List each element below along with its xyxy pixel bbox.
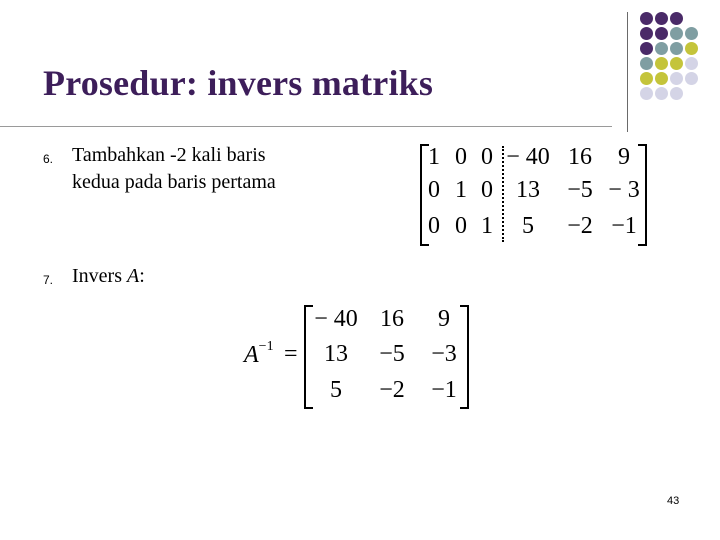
augmented-matrix-cell: 13 <box>516 177 540 203</box>
decorative-dot <box>640 12 653 25</box>
decorative-dot <box>685 57 698 70</box>
decorative-dot <box>655 27 668 40</box>
step-text-line-1: Tambahkan -2 kali baris <box>72 144 266 166</box>
augmented-matrix-cell: −2 <box>567 213 593 239</box>
decorative-dot <box>670 42 683 55</box>
augmented-matrix-cell: − 40 <box>506 144 550 170</box>
augmented-matrix-cell: 0 <box>481 144 493 170</box>
decorative-dot <box>640 27 653 40</box>
decorative-dot <box>685 27 698 40</box>
augmented-matrix-cell: 0 <box>455 144 467 170</box>
augmented-matrix-cell: 1 <box>428 144 440 170</box>
augmented-matrix-cell: 1 <box>455 177 467 203</box>
decorative-dot <box>640 42 653 55</box>
inverse-matrix-cell: 13 <box>324 341 348 367</box>
augmented-matrix-cell: 5 <box>522 213 534 239</box>
decorative-dot <box>640 87 653 100</box>
augmented-matrix-cell: 16 <box>568 144 592 170</box>
decorative-dot <box>655 57 668 70</box>
inverse-label-exponent: −1 <box>258 339 274 354</box>
inverse-matrix-cell: −1 <box>431 377 457 403</box>
decorative-dot <box>670 27 683 40</box>
inverse-matrix-cell: −5 <box>379 341 405 367</box>
vertical-divider <box>627 12 628 132</box>
augmented-matrix-cell: 9 <box>618 144 630 170</box>
inverse-matrix-cell: 16 <box>380 306 404 332</box>
inverse-matrix-cell: 5 <box>330 377 342 403</box>
step-text <box>72 263 145 289</box>
decorative-dot <box>670 72 683 85</box>
inverse-matrix-cell: − 40 <box>314 306 358 332</box>
equals-sign: = <box>284 341 298 367</box>
inverse-matrix-cell: −3 <box>431 341 457 367</box>
step-text-prefix: Invers <box>72 265 127 287</box>
decorative-dot <box>670 12 683 25</box>
page-number: 43 <box>667 495 680 507</box>
inverse-matrix-cell: 9 <box>438 306 450 332</box>
decorative-dot <box>670 87 683 100</box>
decorative-dot-grid <box>640 12 720 122</box>
decorative-dot <box>640 57 653 70</box>
decorative-dot <box>640 72 653 85</box>
decorative-dot <box>685 72 698 85</box>
augmented-matrix-cell: − 3 <box>608 177 640 203</box>
step-text-suffix: : <box>139 265 145 287</box>
decorative-dot <box>655 72 668 85</box>
decorative-dot <box>685 42 698 55</box>
decorative-dot <box>655 87 668 100</box>
augmented-matrix-cell: −1 <box>611 213 637 239</box>
decorative-dot <box>670 57 683 70</box>
step-number: 7. <box>43 273 54 287</box>
augmented-matrix-cell: 0 <box>455 213 467 239</box>
augmented-matrix-cell: 0 <box>481 177 493 203</box>
step-number: 6. <box>43 152 54 166</box>
augmented-matrix-cell: 0 <box>428 177 440 203</box>
step-text-variable: A <box>126 265 140 287</box>
decorative-dot <box>655 42 668 55</box>
decorative-dot <box>655 12 668 25</box>
slide-title: Prosedur: invers matriks <box>43 63 434 103</box>
augmented-matrix-cell: −5 <box>567 177 593 203</box>
augmented-matrix-cell: 0 <box>428 213 440 239</box>
title-divider <box>0 126 612 127</box>
inverse-label-base: A <box>244 342 259 368</box>
inverse-matrix-cell: −2 <box>379 377 405 403</box>
augmented-matrix-cell: 1 <box>481 213 493 239</box>
step-text-line-2: kedua pada baris pertama <box>72 171 276 193</box>
inverse-label <box>244 339 274 369</box>
